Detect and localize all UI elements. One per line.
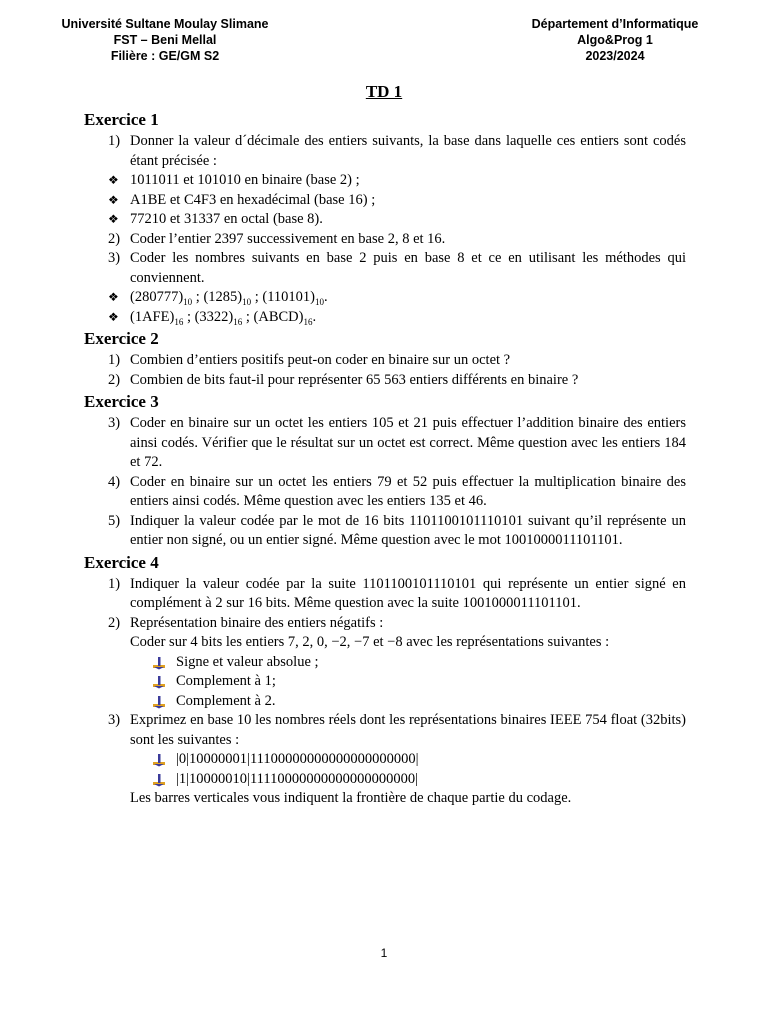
question-item — [84, 132, 686, 171]
diamond-bullet-icon: ❖ — [108, 192, 119, 207]
hand-pointer-icon — [152, 656, 166, 670]
question-number: 2) — [108, 371, 121, 388]
question-number: 3) — [108, 415, 121, 431]
question-item — [84, 414, 686, 473]
bullet-text: A1BE et C4F3 en hexadécimal (base 16) ; — [130, 191, 376, 208]
course-name: Algo&Prog 1 — [577, 33, 653, 47]
faculty-name: FST – Beni Mellal — [113, 33, 217, 47]
question-number: 3) — [108, 712, 121, 728]
sub-item-text: Complement à 2. — [176, 692, 276, 709]
question-number: 5) — [108, 512, 121, 529]
number-text: . — [312, 308, 317, 325]
header-left — [0, 16, 330, 64]
sub-item — [84, 692, 686, 712]
number-text: ; (3322) — [183, 308, 234, 325]
question-number: 2) — [108, 614, 121, 631]
academic-year: 2023/2024 — [585, 49, 645, 63]
sub-item — [84, 653, 686, 673]
question-text: Représentation binaire des entiers négatifs : — [130, 614, 384, 631]
bullet-item — [84, 210, 686, 230]
question-number: 1) — [108, 575, 121, 592]
sub-item — [84, 672, 686, 692]
question-number: 1) — [108, 133, 121, 149]
question-item — [84, 575, 686, 614]
number-text: ; (110101) — [251, 289, 316, 305]
number-text: ; (1285) — [192, 289, 243, 305]
hand-pointer-icon — [152, 753, 166, 767]
question-item — [84, 351, 686, 371]
hand-pointer-icon — [152, 695, 166, 709]
question-item — [84, 711, 686, 750]
university-name: Université Sultane Moulay Slimane — [61, 17, 269, 31]
question-item — [84, 230, 686, 250]
diamond-bullet-icon: ❖ — [108, 212, 119, 226]
question-item — [84, 512, 686, 551]
exercise-content — [84, 108, 686, 809]
question-number: 2) — [108, 230, 121, 247]
program-name: Filière : GE/GM S2 — [110, 49, 220, 63]
continuation-text: Les barres verticales vous indiquent la frontière de chaque partie du codage. — [130, 790, 572, 806]
question-number: 4) — [108, 473, 121, 490]
question-text: Combien d’entiers positifs peut-on coder en binaire sur un octet ? — [130, 352, 511, 368]
question-text: Coder l’entier 2397 successivement en base 2, 8 et 16. — [130, 230, 446, 247]
base-subscript: 10 — [315, 296, 325, 307]
bullet-item — [84, 191, 686, 211]
question-text: Exprimez en base 10 les nombres réels dont les représentations binaires IEEE 754 float (32bits) sont les suivantes : — [130, 712, 686, 748]
page-title: TD 1 — [365, 82, 403, 101]
diamond-bullet-icon: ❖ — [108, 290, 119, 304]
question-item — [84, 614, 686, 634]
question-text: Indiquer la valeur codée par le mot de 16 bits 1101100101110101 suivant qu’il représente un entier non signé, ou un entier signé. Même question avec le mot 1001000011101101. — [130, 512, 686, 548]
exercise-title: Exercice 3 — [84, 392, 159, 411]
sub-item — [84, 750, 686, 770]
department-name: Département d’Informatique — [531, 17, 699, 31]
bullet-item — [84, 288, 686, 308]
sub-item-text: Complement à 1; — [176, 673, 276, 689]
base-subscript: 16 — [174, 316, 184, 327]
header-right — [500, 16, 730, 64]
bullet-text: 1011011 et 101010 en binaire (base 2) ; — [130, 172, 360, 188]
question-number: 1) — [108, 352, 121, 368]
question-text: Combien de bits faut-il pour représenter 65 563 entiers différents en binaire ? — [130, 371, 579, 388]
number-text: (1AFE) — [130, 308, 175, 325]
diamond-bullet-icon: ❖ — [108, 309, 119, 324]
base-subscript: 10 — [183, 296, 193, 307]
question-item — [84, 249, 686, 288]
exercise-title: Exercice 2 — [84, 329, 159, 348]
question-text: Coder en binaire sur un octet les entiers 79 et 52 puis effectuer la multiplication binaire des entiers ainsi codés. Même question avec les entiers 135 et 46. — [130, 473, 686, 509]
diamond-bullet-icon: ❖ — [108, 173, 119, 187]
sub-item — [84, 770, 686, 790]
exercise-title: Exercice 1 — [84, 110, 159, 129]
sub-item-text: |1|10000010|11110000000000000000000| — [176, 770, 418, 787]
number-text: (280777) — [130, 289, 184, 305]
page-number: 1 — [380, 946, 388, 960]
number-text: . — [324, 289, 328, 305]
question-text: Coder en binaire sur un octet les entiers 105 et 21 puis effectuer l’addition binaire des entiers ainsi codés. Vérifier que le résultat sur un octet est correct. Même question avec les entiers 184 et 72. — [130, 415, 686, 470]
number-text: ; (ABCD) — [242, 308, 304, 325]
continuation-text: Coder sur 4 bits les entiers 7, 2, 0, −2, −7 et −8 avec les représentations suivantes : — [130, 634, 610, 650]
bullet-item — [84, 308, 686, 328]
base-subscript: 10 — [242, 296, 252, 307]
hand-pointer-icon — [152, 773, 166, 787]
sub-item-text: Signe et valeur absolue ; — [176, 653, 319, 670]
question-text: Indiquer la valeur codée par la suite 1101100101110101 qui représente un entier signé en complément à 2 sur 16 bits. Même question avec la suite 1001000011101101. — [130, 575, 686, 611]
question-text: Coder les nombres suivants en base 2 puis en base 8 et ce en utilisant les méthodes qui conviennent. — [130, 250, 686, 286]
hand-pointer-icon — [152, 675, 166, 689]
bullet-item — [84, 171, 686, 191]
bullet-text: 77210 et 31337 en octal (base 8). — [130, 211, 323, 227]
question-item — [84, 371, 686, 391]
exercise-title: Exercice 4 — [84, 552, 159, 572]
question-item — [84, 473, 686, 512]
question-number: 3) — [108, 250, 121, 266]
base-subscript: 16 — [303, 316, 313, 327]
base-subscript: 16 — [233, 316, 243, 327]
sub-item-text: |0|10000001|11100000000000000000000| — [176, 751, 419, 767]
question-text: Donner la valeur d´décimale des entiers suivants, la base dans laquelle ces entiers sont codés étant précisée : — [130, 133, 686, 169]
